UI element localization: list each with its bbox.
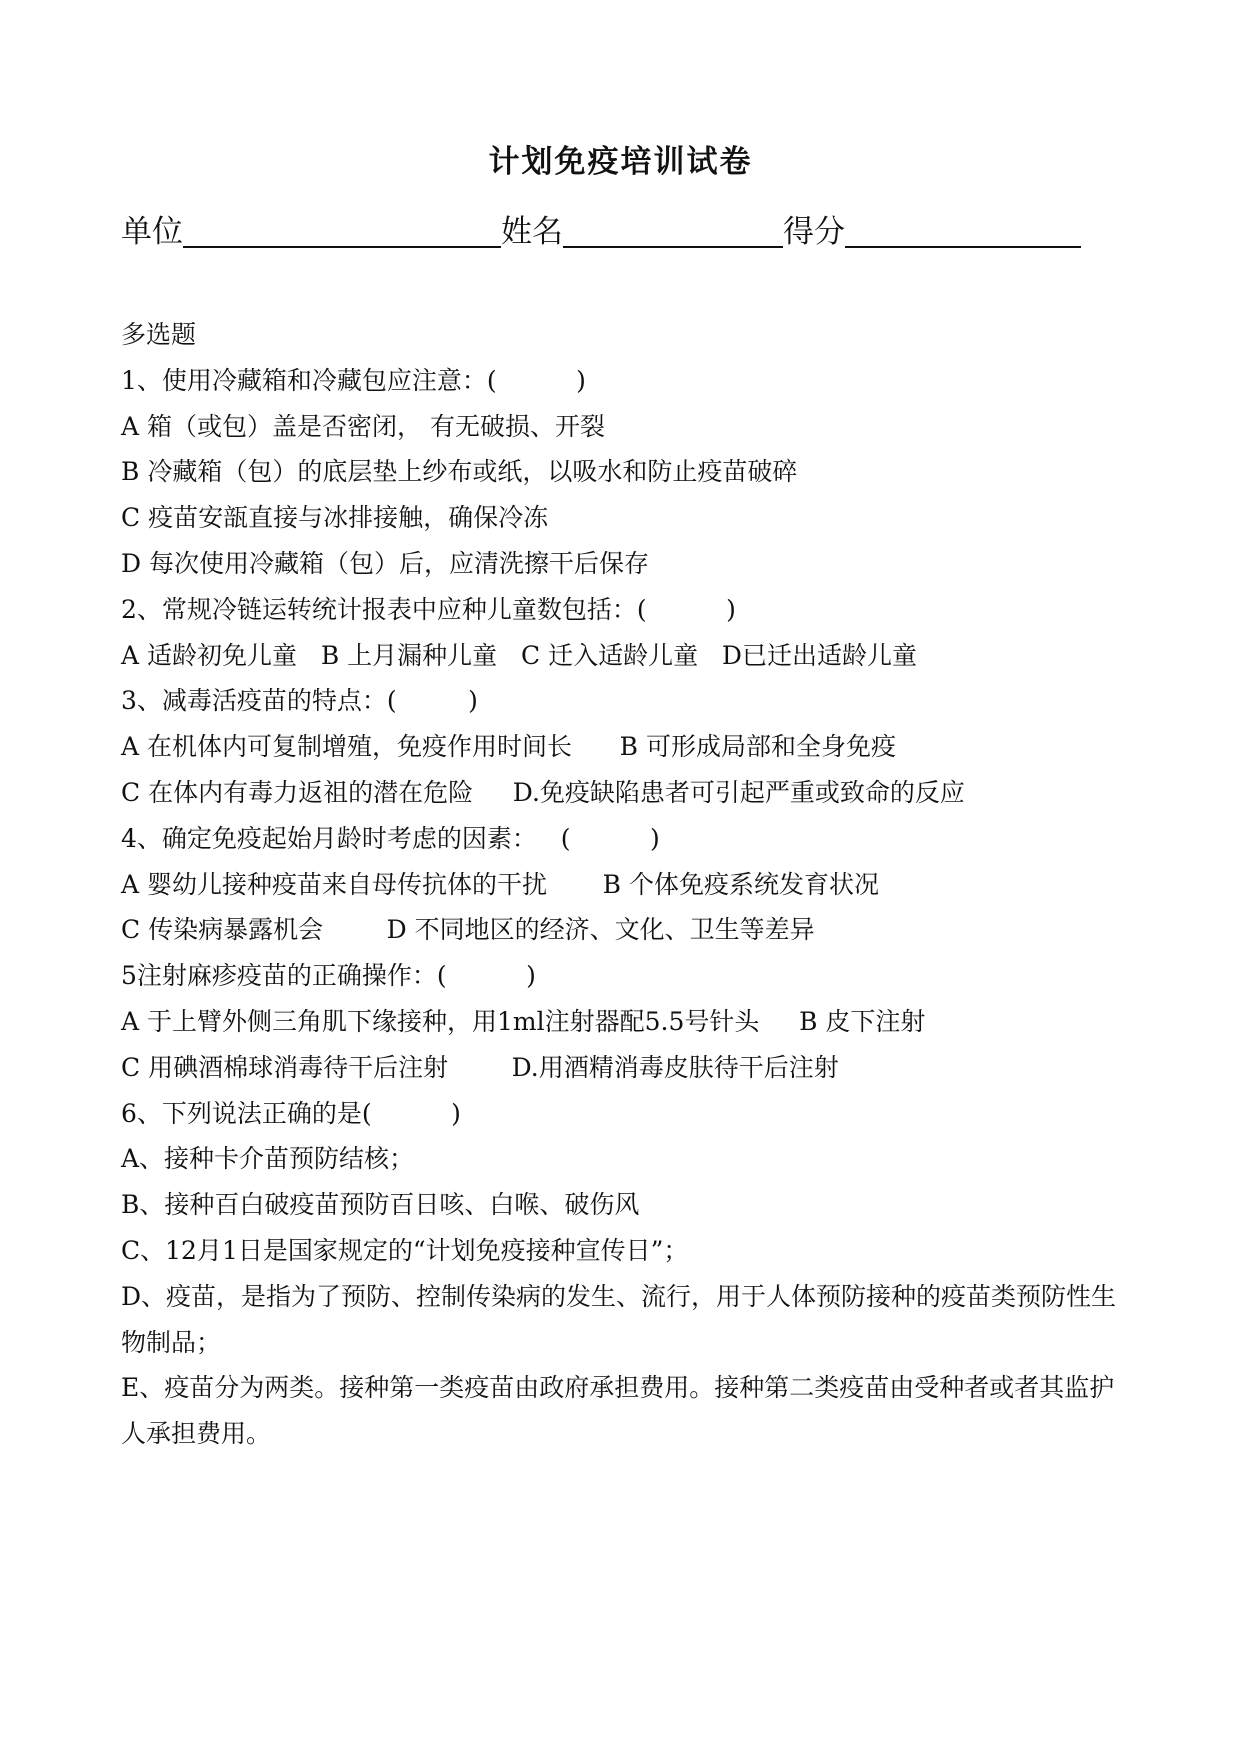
q3-options-cd: C 在体内有毒力返祖的潜在危险 D.免疫缺陷患者可引起严重或致命的反应 xyxy=(121,777,965,807)
q5-options-cd: C 用碘酒棉球消毒待干后注射 D.用酒精消毒皮肤待干后注射 xyxy=(121,1052,839,1082)
q4-options-ab: A 婴幼儿接种疫苗来自母传抗体的干扰 B 个体免疫系统发育状况 xyxy=(121,869,879,899)
q1-option-a: A 箱（或包）盖是否密闭， 有无破损、开裂 xyxy=(121,411,605,441)
question-5: 5注射麻疹疫苗的正确操作：( ) xyxy=(121,961,536,991)
header-info-row xyxy=(121,208,1121,254)
page-title: 计划免疫培训试卷 xyxy=(488,144,753,180)
q6-option-d: D、疫苗，是指为了预防、控制传染病的发生、流行，用于人体预防接种的疫苗类预防性生物制品； xyxy=(121,1281,1117,1357)
score-label: 得分 xyxy=(783,214,845,250)
question-3: 3、减毒活疫苗的特点：( ) xyxy=(121,686,478,716)
question-6: 6、下列说法正确的是( ) xyxy=(121,1098,461,1128)
q6-option-a: A、接种卡介苗预防结核； xyxy=(121,1144,415,1174)
unit-label: 单位 xyxy=(121,214,183,250)
q1-option-d: D 每次使用冷藏箱（包）后，应清洗擦干后保存 xyxy=(121,548,649,578)
question-1: 1、使用冷藏箱和冷藏包应注意：( ) xyxy=(121,365,586,395)
question-2: 2、常规冷链运转统计报表中应种儿童数包括：( ) xyxy=(121,594,736,624)
question-4: 4、确定免疫起始月龄时考虑的因素： ( ) xyxy=(121,823,660,853)
question-content xyxy=(121,312,1131,1457)
score-blank-line xyxy=(845,210,1081,248)
unit-blank-line xyxy=(183,210,501,248)
q6-option-c: C、12月1日是国家规定的“计划免疫接种宣传日”； xyxy=(121,1235,689,1265)
q5-options-ab: A 于上臂外侧三角肌下缘接种，用1ml注射器配5.5号针头 B 皮下注射 xyxy=(121,1006,926,1036)
q2-options: A 适龄初免儿童 B 上月漏种儿童 C 迁入适龄儿童 D已迁出适龄儿童 xyxy=(121,640,917,670)
section-title: 多选题 xyxy=(121,320,197,349)
q6-option-b: B、接种百白破疫苗预防百日咳、白喉、破伤风 xyxy=(121,1190,640,1220)
q3-options-ab: A 在机体内可复制增殖，免疫作用时间长 B 可形成局部和全身免疫 xyxy=(121,732,897,762)
name-blank-line xyxy=(563,210,783,248)
name-label: 姓名 xyxy=(501,214,563,250)
q1-option-b: B 冷藏箱（包）的底层垫上纱布或纸，以吸水和防止疫苗破碎 xyxy=(121,457,798,487)
q4-options-cd: C 传染病暴露机会 D 不同地区的经济、文化、卫生等差异 xyxy=(121,915,815,945)
q6-option-e: E、疫苗分为两类。接种第一类疫苗由政府承担费用。接种第二类疫苗由受种者或者其监护人承担费用。 xyxy=(121,1373,1115,1449)
q1-option-c: C 疫苗安瓿直接与冰排接触，确保冷冻 xyxy=(121,503,549,533)
